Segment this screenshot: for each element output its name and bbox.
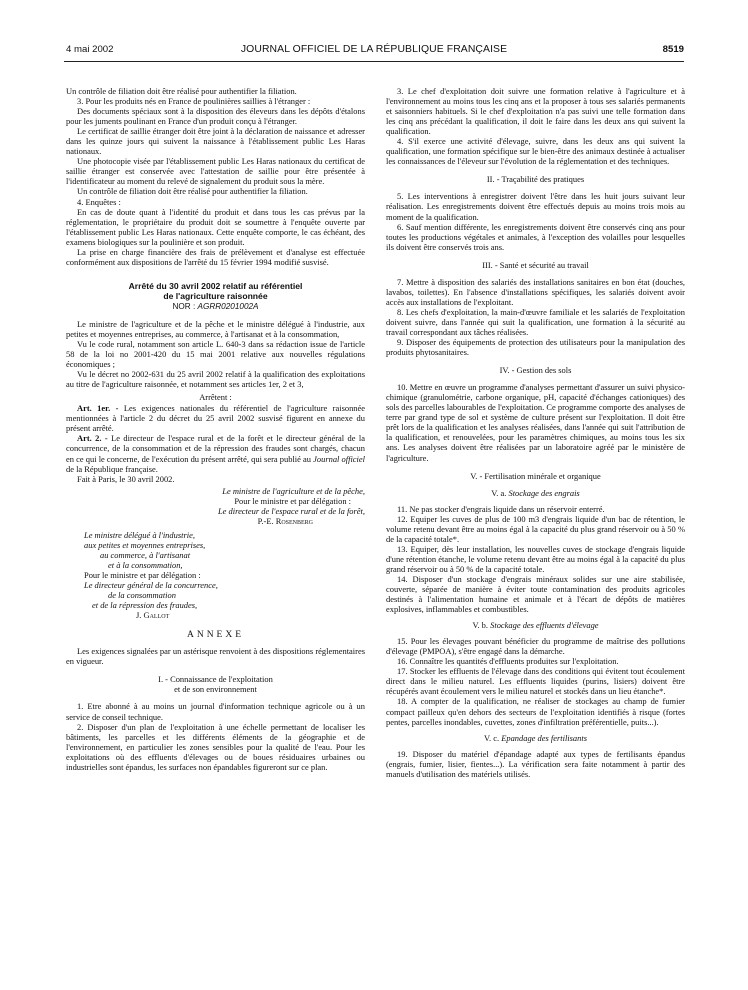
nor-reference (66, 302, 365, 312)
requirement-item: 5. Les interventions à enregistrer doivent l'être dans les huit jours suivant leur réalisation. Les enregistrements doivent être effectués depuis au moins trois mois au moment de la qualification. (386, 191, 685, 222)
signature-line: de la consommation (108, 590, 176, 601)
arrete-title-line: de l'agriculture raisonnée (163, 290, 268, 301)
article-label: Art. 2. - (77, 433, 108, 444)
section-heading: IV. - Gestion des sols (499, 365, 572, 376)
paragraph: Une photocopie visée par l'établissement public Les Haras nationaux du certificat de saillie étranger est conservée avec l'attestation de saillie pour être présentée à l'identificateur au moment du relevé de signalement du produit sous la mère. (66, 156, 365, 187)
signature-line: Pour le ministre et par délégation : (84, 570, 201, 581)
signature-block-2 (66, 530, 365, 620)
subsection-title: Stockage des effluents d'élevage (490, 620, 599, 631)
section-heading (66, 674, 365, 694)
page-header (0, 44, 748, 60)
paragraph: Un contrôle de filiation doit être réalisé pour authentifier la filiation. (66, 86, 297, 96)
requirement-item: 17. Stocker les effluents de l'élevage dans des conditions qui évitent tout écoulement direct dans le milieu naturel. Les effluents liquides (purins, lisiers) doivent être récupérés avant écoulement vers le milieu naturel et stockés dans un lieu étanche*. (386, 666, 685, 697)
requirement-item: 7. Mettre à disposition des salariés des installations sanitaires en bon état (douches, lavabos, toilettes). En l'absence d'installations spécifiques, les salariés doivent avoir accès aux installations de l'exploitant. (386, 276, 685, 307)
section-heading-line: I. - Connaissance de l'exploitation (158, 674, 273, 685)
header-rule (64, 61, 684, 62)
requirement-item: 15. Pour les élevages pouvant bénéficier du programme de maîtrise des pollutions d'élevage (PMPOA), s'être engagé dans la démarche. (386, 636, 685, 657)
article-label: Art. 1er. - (77, 403, 119, 414)
requirement-item: 6. Sauf mention différente, les enregistrements doivent être conservés cinq ans pour toutes les productions végétales et animales, à l'exception des volailles pour lesquelles ils doivent être conservés trois ans. (386, 221, 685, 252)
right-column (386, 86, 685, 779)
subsection-label: V. b. (472, 620, 489, 631)
paragraph: La prise en charge financière des frais de prélèvement et d'analyse est effectuée conformément aux dispositions de l'arrêté du 15 février 1994 modifié susvisé. (66, 246, 365, 267)
section-heading: III. - Santé et sécurité au travail (482, 259, 589, 270)
subsection-label: V. a. (491, 487, 507, 498)
paragraph: Le certificat de saillie étranger doit être joint à la déclaration de naissance et adresser dans les quinze jours qui suivent la naissance à l'établissement public Les Haras nationaux. (66, 126, 365, 157)
nor-code: AGRR0201002A (197, 301, 259, 311)
subsection-label: V. c. (484, 732, 500, 743)
signature-line: Le ministre de l'agriculture et de la pêche, (222, 485, 365, 496)
requirement-item: 19. Disposer du matériel d'épandage adapté aux types de fertilisants épandus (engrais, fumier, lisier, fientes...). La vérification sera faite notamment à partir des manuels d'utilisation des matériels utilisés. (386, 748, 685, 779)
arrete-title (66, 281, 365, 301)
section-heading-line: et de son environnement (174, 684, 257, 695)
section-heading: V. - Fertilisation minérale et organique (470, 470, 601, 481)
article-text-end: de la République française. (66, 463, 158, 474)
signature-line: Le ministre délégué à l'industrie, (84, 529, 195, 540)
requirement-item: 10. Mettre en œuvre un programme d'analyses permettant d'assurer un suivi physico-chimique (granulométrie, carbone organique, pH, capacité d'échanges cationiques) des sols des parcelles labourables de l'exploitation. Ce programme comporte des analyses de terre par grand type de sol et système de culture présent sur l'exploitation. Il doit être prêt lors de la qualification et les analyses réalisées, dans l'année qui suit l'attribution de la qualification, et renouvelées, pour les paramètres chimiques, au moins tous les six ans. Les analyses doivent être réalisées par un laboratoire agréé par le ministère de l'agriculture. (386, 382, 685, 463)
subsection-title: Epandage des fertilisants (501, 732, 587, 743)
requirement-item: 12. Equiper les cuves de plus de 100 m3 d'engrais liquide d'un bac de rétention, le volume retenu devant être au moins égal à la capacité du plus grand réservoir ou à 50 % de la capacité totale*. (386, 513, 685, 544)
place-date: Fait à Paris, le 30 avril 2002. (77, 473, 175, 484)
subsection-heading (386, 620, 685, 630)
requirement-item: 16. Connaître les quantités d'effluents produites sur l'exploitation. (397, 656, 619, 667)
section-heading: II. - Traçabilité des pratiques (486, 174, 585, 185)
nor-label: NOR : (172, 301, 196, 311)
subsection-title: Stockage des engrais (508, 487, 580, 498)
paragraph: 4. Enquêtes : (77, 196, 121, 207)
signature-line: et à la consommation, (108, 559, 183, 570)
requirement-item: 2. Disposer d'un plan de l'exploitation à une échelle permettant de localiser les bâtiments, les parcelles et les différents éléments de la géographie et de l'environnement, en particulier les zones sensibles pour la qualité de l'eau. Pour les exploitations où des effluents d'élevages ou de boues résiduaires urbaines ou industrielles sont épandus, les surfaces non épandables figureront sur ce plan. (66, 721, 365, 772)
requirement-item: 14. Disposer d'un stockage d'engrais minéraux solides sur une aire stabilisée, couverte, séparée de manière à éviter toute contamination des produits agricoles destinés à l'alimentation humaine et animale et à l'écart de dépôts de matières explosives, inflammables et combustibles. (386, 573, 685, 615)
requirement-item: 9. Disposer des équipements de protection des utilisateurs pour la manipulation des produits phytosanitaires. (386, 337, 685, 358)
signature-line: Le directeur général de la concurrence, (84, 580, 218, 591)
article-text: Les exigences nationales du référentiel de l'agriculture raisonnée mentionnées à l'article 2 du décret du 25 avril 2002 susvisé figurent en annexe du présent arrêté. (66, 403, 366, 434)
left-column (66, 86, 365, 772)
issue-date: 4 mai 2002 (66, 44, 114, 55)
requirement-item: 18. A compter de la qualification, ne réaliser de stockages au champ de fumier compact pailleux qu'en dehors des secteurs de l'exploitation identifiés à risque (fortes pentes, parcelles inondables, cuvettes, zones d'infiltration préférentielle, puits...). (386, 696, 685, 727)
journal-title: JOURNAL OFFICIEL DE LA RÉPUBLIQUE FRANÇAISE (240, 44, 508, 55)
article-1 (66, 403, 365, 433)
signature-line: Pour le ministre et par délégation : (234, 495, 351, 506)
article-text: Le directeur de l'espace rural et de la forêt et le directeur général de la concurrence, de la consommation et de la répression des fraudes sont chargés, chacun en ce qui le concerne, de l'exécution du présent arrêté, qui sera publié au (66, 433, 365, 464)
visa-paragraph: Le ministre de l'agriculture et de la pêche et le ministre délégué à l'industrie, aux petites et moyennes entreprises, au commerce, à l'artisanat et à la consommation, (66, 318, 365, 339)
signature-block-1 (66, 486, 365, 526)
requirement-item: 3. Le chef d'exploitation doit suivre une formation relative à l'agriculture et à l'environnement au moins tous les cinq ans et la proposer à tous ses salariés permanents et saisonniers habituels. Si le chef d'exploitation n'a pas suivi une telle formation dans les cinq ans précédant la qualification, il doit le faire dans les deux ans qui suivent la qualification. (386, 86, 685, 137)
visa-paragraph: Vu le décret no 2002-631 du 25 avril 2002 relatif à la qualification des exploitations au titre de l'agriculture raisonnée, et notamment ses articles 1er, 2 et 3, (66, 369, 365, 390)
annexe-heading: ANNEXE (186, 630, 245, 641)
journal-reference: Journal officiel (313, 453, 365, 464)
subsection-heading (386, 733, 685, 743)
requirement-item: 1. Etre abonné à au moins un journal d'information technique agricole ou à un service de conseil technique. (66, 701, 365, 722)
arrete-title-line: Arrêté du 30 avril 2002 relatif au référentiel (128, 280, 303, 291)
signature-line: au commerce, à l'artisanat (100, 549, 191, 560)
subsection-heading (386, 488, 685, 498)
arretent-label: Arrêtent : (199, 392, 232, 403)
paragraph: Les exigences signalées par un astérisque renvoient à des dispositions réglementaires en vigueur. (66, 646, 365, 667)
paragraph: Un contrôle de filiation doit être réalisé pour authentifier la filiation. (77, 186, 308, 197)
requirement-item: 13. Equiper, dès leur installation, les nouvelles cuves de stockage d'engrais liquide d'une rétention étanche, le volume retenu devant être au moins égal à la capacité du plus grand réservoir ou à 50 % de la capacité totale. (386, 543, 685, 574)
paragraph: Des documents spéciaux sont à la disposition des éleveurs dans les dépôts d'étalons pour les juments poulinant en France d'un produit conçu à l'étranger. (66, 106, 365, 127)
signature-line: et de la répression des fraudes, (92, 600, 198, 611)
paragraph: 3. Pour les produits nés en France de poulinières saillies à l'étranger : (77, 96, 311, 107)
signature-line: aux petites et moyennes entreprises, (84, 539, 206, 550)
requirement-item: 8. Les chefs d'exploitation, la main-d'œuvre familiale et les salariés de l'exploitation doivent suivre, dans l'année qui suit la qualification, une formation à la sécurité au travail correspondant aux tâches réalisées. (386, 306, 685, 337)
visa-paragraph: Vu le code rural, notamment son article L. 640-3 dans sa rédaction issue de l'article 58 de la loi no 2001-420 du 15 mai 2001 relative aux nouvelles régulations économiques ; (66, 338, 365, 370)
requirement-item: 4. S'il exerce une activité d'élevage, suivre, dans les deux ans qui suivent la qualification, une formation spécifique sur le bien-être des animaux destinée à actualiser les connaissances de l'éleveur sur l'évolution de la réglementation et des techniques. (386, 136, 685, 167)
requirement-item: 11. Ne pas stocker d'engrais liquide dans un réservoir enterré. (397, 503, 605, 514)
paragraph: En cas de doute quant à l'identité du produit et dans tous les cas prévus par la réglementation, le propriétaire du produit doit se soumettre à l'enquête ouverte par l'établissement public Les Haras nationaux. Cette enquête comporte, le cas échéant, des examens biologiques sur la poulinière et son produit. (66, 206, 365, 247)
signatory-name: J. Gallot (136, 610, 170, 621)
page-number: 8519 (662, 44, 684, 55)
signature-line: Le directeur de l'espace rural et de la forêt, (217, 505, 365, 516)
article-2 (66, 433, 365, 473)
signatory-name: P.-E. Rosenberg (257, 515, 313, 526)
